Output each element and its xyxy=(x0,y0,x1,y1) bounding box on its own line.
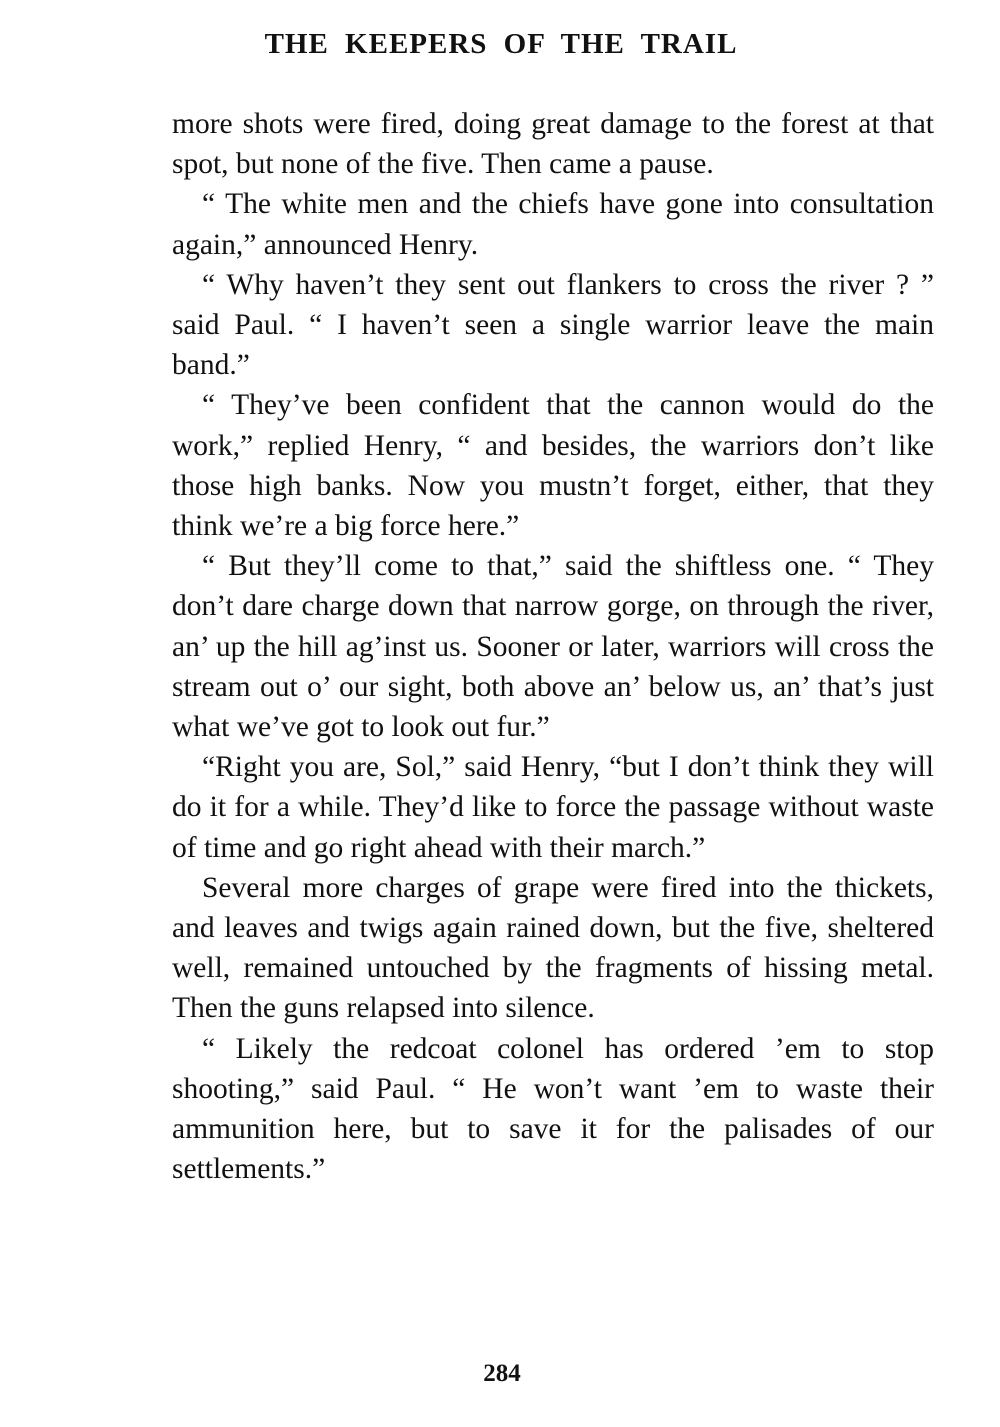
paragraph-7: Several more charges of grape were fired into the thickets, and leaves and twigs again rained down, but the five, sheltered well, remained untouched by the fragments of hissing metal. Then the guns relapsed into silence. xyxy=(172,871,934,1025)
paragraph-2: “ The white men and the chiefs have gone into consultation again,” announced Henry. xyxy=(172,188,934,261)
body-text xyxy=(172,104,934,1189)
page-number: 284 xyxy=(483,1360,521,1387)
paragraph-8: “ Likely the redcoat colonel has ordered ’em to stop shooting,” said Paul. “ He won’t want ’em to waste their ammunition here, but to save it for the palisades of our settlements.” xyxy=(172,1032,934,1186)
paragraph-4: “ They’ve been confident that the cannon would do the work,” replied Henry, “ and besides, the warriors don’t like those high banks. Now you mustn’t forget, either, that they think we’re a big force here.” xyxy=(172,389,934,543)
running-head: THE KEEPERS OF THE TRAIL xyxy=(264,28,738,60)
paragraph-6: “Right you are, Sol,” said Henry, “but I don’t think they will do it for a while. They’d like to force the passage without waste of time and go right ahead with their march.” xyxy=(172,751,934,864)
paragraph-3: “ Why haven’t they sent out flankers to cross the river ? ” said Paul. “ I haven’t seen a single warrior leave the main band.” xyxy=(172,268,934,382)
paragraph-1: more shots were fired, doing great damage to the forest at that spot, but none of the five. Then came a pause. xyxy=(172,108,934,181)
paragraph-5: “ But they’ll come to that,” said the shiftless one. “ They don’t dare charge down that narrow gorge, on through the river, an’ up the hill ag’inst us. Sooner or later, warriors will cross the stream out o’ our sight, both above an’ below us, an’ that’s just what we’ve got to look out fur.” xyxy=(172,550,934,744)
